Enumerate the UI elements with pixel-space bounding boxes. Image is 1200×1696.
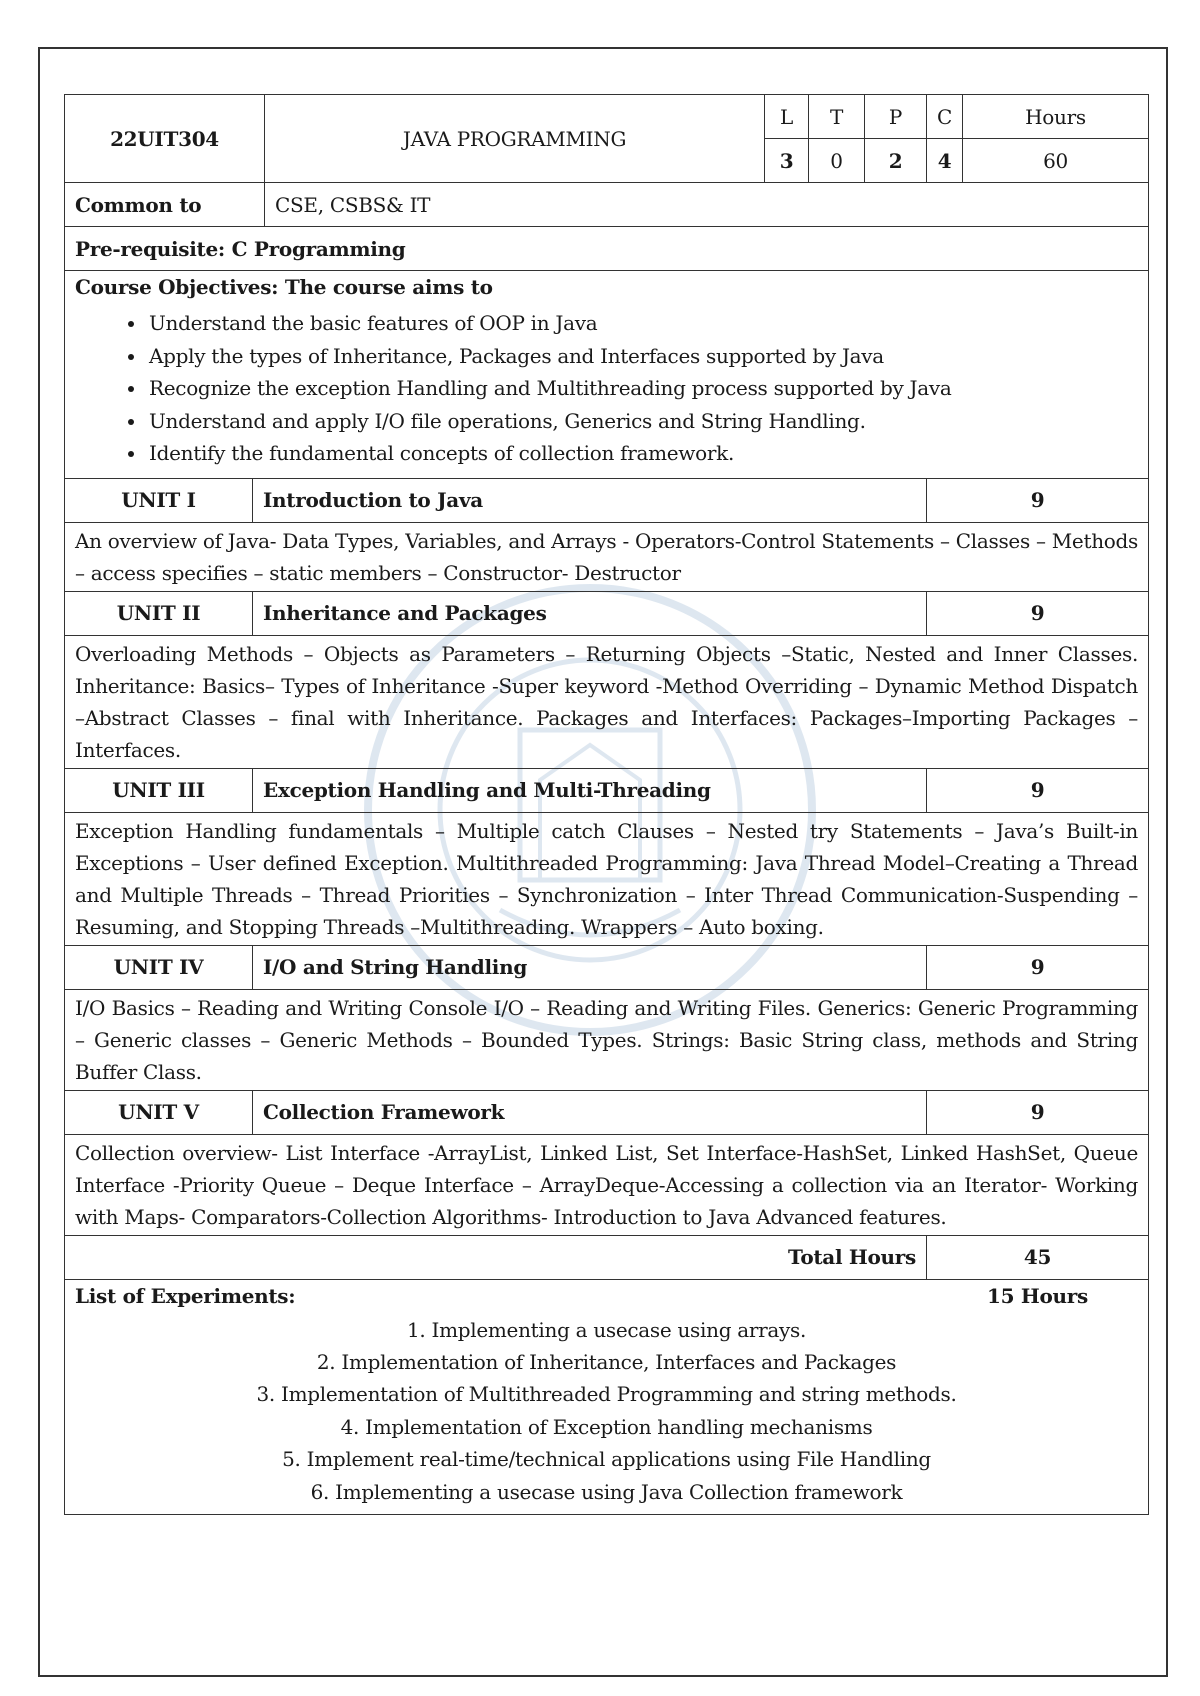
unit-hours: 9 xyxy=(927,478,1149,522)
ltpc-header-t: T xyxy=(809,95,865,139)
total-hours-value: 45 xyxy=(927,1235,1149,1279)
unit-header-row xyxy=(65,945,1149,989)
common-to-row xyxy=(65,183,1149,227)
unit-content: Exception Handling fundamentals – Multiple catch Clauses – Nested try Statements – Java’s Built-in Exceptions – User defined Exception. Multithreaded Programming: Java Thread Model–Creating a Thread and Multiple Threads – Thread Priorities – Synchronization – Inter Thread Communication-Suspending –Resuming, and Stopping Threads –Multithreading. Wrappers – Auto boxing. xyxy=(65,812,1149,945)
experiments-row xyxy=(65,1279,1149,1514)
common-to-value: CSE, CSBS& IT xyxy=(265,183,1149,227)
total-hours-row xyxy=(65,1235,1149,1279)
experiment-item: 1. Implementing a usecase using arrays. xyxy=(406,1317,807,1342)
ltpc-header-c: C xyxy=(927,95,963,139)
prerequisite-row xyxy=(65,227,1149,271)
unit-header-row xyxy=(65,591,1149,635)
ltpc-header-p: P xyxy=(865,95,927,139)
unit-title: Inheritance and Packages xyxy=(253,591,927,635)
unit-content-row xyxy=(65,522,1149,591)
ltpc-value-p: 2 xyxy=(865,139,927,183)
unit-title: I/O and String Handling xyxy=(253,945,927,989)
ltpc-value-l: 3 xyxy=(765,139,809,183)
unit-title: Exception Handling and Multi-Threading xyxy=(253,768,927,812)
ltpc-value-c: 4 xyxy=(927,139,963,183)
unit-header-row xyxy=(65,478,1149,522)
unit-content: Overloading Methods – Objects as Parameters – Returning Objects –Static, Nested and Inner Classes. Inheritance: Basics– Types of Inheritance -Super keyword -Method Overriding – Dynamic Method Dispatch –Abstract Classes – final with Inheritance. Packages and Interfaces: Packages–Importing Packages – Interfaces. xyxy=(65,635,1149,768)
objectives-list xyxy=(75,307,1138,470)
objectives-row xyxy=(65,271,1149,479)
ltpc-value-hours: 60 xyxy=(963,139,1149,183)
experiments-heading: List of Experiments: xyxy=(75,1283,296,1308)
unit-label: UNIT III xyxy=(65,768,253,812)
ltpc-value-t: 0 xyxy=(809,139,865,183)
unit-content-row xyxy=(65,635,1149,768)
experiment-item: 3. Implementation of Multithreaded Programming and string methods. xyxy=(256,1382,957,1407)
objective-item: • Recognize the exception Handling and Multithreading process supported by Java xyxy=(147,372,1138,405)
unit-hours: 9 xyxy=(927,1090,1149,1134)
unit-content: An overview of Java- Data Types, Variables, and Arrays - Operators-Control Statements – Classes – Methods – access specifies – static members – Constructor- Destructor xyxy=(65,522,1149,591)
unit-header-row xyxy=(65,1090,1149,1134)
unit-hours: 9 xyxy=(927,591,1149,635)
unit-label: UNIT IV xyxy=(65,945,253,989)
unit-content-row xyxy=(65,812,1149,945)
syllabus-table xyxy=(64,94,1149,1515)
prerequisite: Pre-requisite: C Programming xyxy=(65,227,1149,271)
experiment-item: 2. Implementation of Inheritance, Interfaces and Packages xyxy=(316,1349,897,1374)
unit-content: I/O Basics – Reading and Writing Console I/O – Reading and Writing Files. Generics: Generic Programming – Generic classes – Generic Methods – Bounded Types. Strings: Basic String class, methods and String Buffer Class. xyxy=(65,989,1149,1090)
experiment-item: 4. Implementation of Exception handling mechanisms xyxy=(340,1414,873,1439)
experiment-item: 6. Implementing a usecase using Java Collection framework xyxy=(310,1479,903,1504)
objectives-heading: Course Objectives: The course aims to xyxy=(75,275,493,299)
common-to-label: Common to xyxy=(65,183,265,227)
experiment-item: 5. Implement real-time/technical applications using File Handling xyxy=(282,1447,931,1472)
unit-label: UNIT II xyxy=(65,591,253,635)
experiments-hours: 15 Hours xyxy=(987,1283,1088,1308)
course-header-row xyxy=(65,95,1149,139)
unit-hours: 9 xyxy=(927,945,1149,989)
objective-item: • Identify the fundamental concepts of collection framework. xyxy=(147,437,1138,470)
unit-title: Collection Framework xyxy=(253,1090,927,1134)
unit-hours: 9 xyxy=(927,768,1149,812)
ltpc-header-hours: Hours xyxy=(963,95,1149,139)
unit-label: UNIT I xyxy=(65,478,253,522)
objective-item: • Apply the types of Inheritance, Packages and Interfaces supported by Java xyxy=(147,340,1138,373)
course-code: 22UIT304 xyxy=(65,95,265,183)
experiments-list xyxy=(75,1314,1138,1508)
unit-title: Introduction to Java xyxy=(253,478,927,522)
course-title: JAVA PROGRAMMING xyxy=(265,95,765,183)
objective-item: • Understand and apply I/O file operations, Generics and String Handling. xyxy=(147,405,1138,438)
unit-content: Collection overview- List Interface -ArrayList, Linked List, Set Interface-HashSet, Linked HashSet, Queue Interface -Priority Queue – Deque Interface – ArrayDeque-Accessing a collection via an Iterator- Working with Maps- Comparators-Collection Algorithms- Introduction to Java Advanced features. xyxy=(65,1134,1149,1235)
unit-content-row xyxy=(65,1134,1149,1235)
unit-header-row xyxy=(65,768,1149,812)
unit-content-row xyxy=(65,989,1149,1090)
unit-label: UNIT V xyxy=(65,1090,253,1134)
ltpc-header-l: L xyxy=(765,95,809,139)
objective-item: • Understand the basic features of OOP in Java xyxy=(147,307,1138,340)
total-hours-label: Total Hours xyxy=(65,1235,927,1279)
